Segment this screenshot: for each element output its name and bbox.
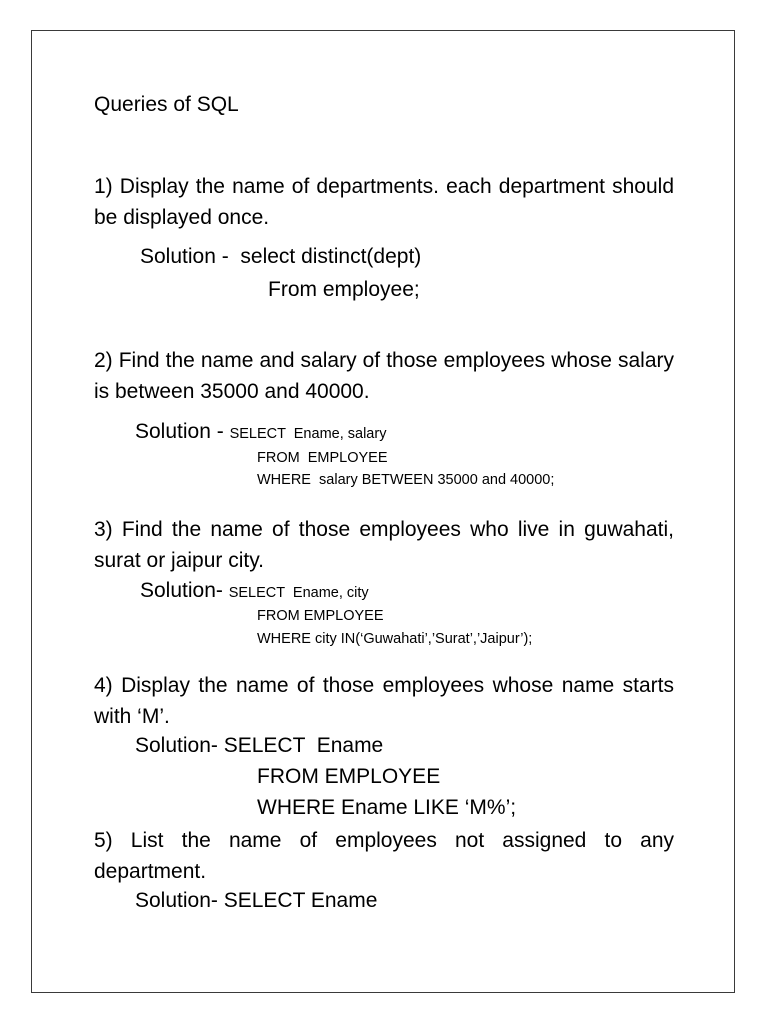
question-2-code-line-3: WHERE salary BETWEEN 35000 and 40000;: [257, 472, 555, 488]
document-title: Queries of SQL: [94, 93, 239, 116]
question-3-solution-label: Solution-: [140, 579, 229, 602]
question-3-code-line-3: WHERE city IN(‘Guwahati’,’Surat’,’Jaipur’);: [257, 631, 533, 647]
question-2-solution: [135, 421, 386, 442]
question-2-text: 2) Find the name and salary of those employees whose salary is between 35000 and 40000.: [94, 349, 674, 403]
question-4-solution-line-1: Solution- SELECT Ename: [135, 734, 384, 757]
document-page: [31, 30, 735, 993]
question-5-solution-line-1: Solution- SELECT Ename: [135, 889, 378, 912]
question-5-text: 5) List the name of employees not assigned to any department.: [94, 829, 674, 883]
question-3-solution: [140, 580, 369, 601]
question-1-solution-line-2: From employee;: [268, 278, 420, 301]
question-3-text: 3) Find the name of those employees who live in guwahati, surat or jaipur city.: [94, 518, 674, 572]
question-3-code-line-1: SELECT Ename, city: [228, 585, 369, 601]
question-1-solution-line-1: Solution - select distinct(dept): [140, 245, 422, 268]
question-1-text: 1) Display the name of departments. each department should be displayed once.: [94, 175, 674, 229]
question-4-solution-line-3: WHERE Ename LIKE ‘M%’;: [257, 796, 517, 819]
question-4-solution-line-2: FROM EMPLOYEE: [257, 765, 441, 788]
question-4-text: 4) Display the name of those employees whose name starts with ‘M’.: [94, 674, 674, 728]
question-2-code-line-1: SELECT Ename, salary: [229, 426, 387, 442]
question-2-solution-label: Solution -: [135, 420, 230, 443]
question-3-code-line-2: FROM EMPLOYEE: [257, 608, 384, 624]
question-2-code-line-2: FROM EMPLOYEE: [257, 450, 388, 466]
